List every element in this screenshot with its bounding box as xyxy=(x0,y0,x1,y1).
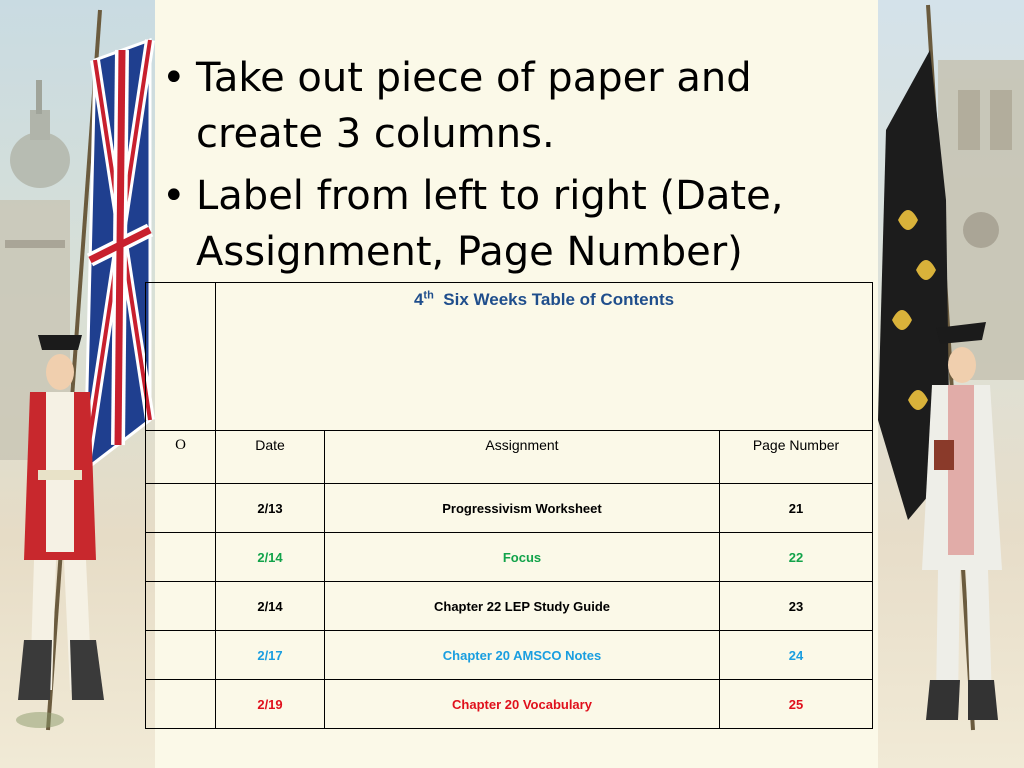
table-row xyxy=(146,582,873,631)
header-assignment: Assignment xyxy=(325,431,720,484)
row-blank-cell xyxy=(146,680,216,729)
table-row xyxy=(146,680,873,729)
row-page: 22 xyxy=(720,533,873,582)
table-header-row xyxy=(146,431,873,484)
row-assignment: Progressivism Worksheet xyxy=(325,484,720,533)
row-assignment: Focus xyxy=(325,533,720,582)
row-blank-cell xyxy=(146,484,216,533)
instruction-list xyxy=(162,50,862,286)
row-date: 2/14 xyxy=(216,582,325,631)
row-assignment: Chapter 20 AMSCO Notes xyxy=(325,631,720,680)
header-date: Date xyxy=(216,431,325,484)
row-date: 2/14 xyxy=(216,533,325,582)
row-page: 21 xyxy=(720,484,873,533)
instruction-item xyxy=(162,168,862,280)
row-date: 2/19 xyxy=(216,680,325,729)
title-text: Six Weeks Table of Contents xyxy=(443,289,675,309)
header-page-number: Page Number xyxy=(720,431,873,484)
british-soldier-illustration xyxy=(0,0,155,768)
row-page: 23 xyxy=(720,582,873,631)
row-assignment: Chapter 20 Vocabulary xyxy=(325,680,720,729)
row-blank-cell xyxy=(146,631,216,680)
table-title-row xyxy=(146,283,873,431)
row-blank-cell xyxy=(146,533,216,582)
row-page: 24 xyxy=(720,631,873,680)
blank-cell xyxy=(146,283,216,431)
french-soldier-illustration xyxy=(878,0,1024,768)
row-page: 25 xyxy=(720,680,873,729)
title-ordinal: th xyxy=(423,289,434,301)
table-row xyxy=(146,484,873,533)
bullet-icon: • xyxy=(162,173,186,219)
row-date: 2/17 xyxy=(216,631,325,680)
instruction-item xyxy=(162,50,862,162)
row-assignment: Chapter 22 LEP Study Guide xyxy=(325,582,720,631)
bullet-icon: • xyxy=(162,55,186,101)
table-title xyxy=(414,290,674,309)
row-blank-cell xyxy=(146,582,216,631)
header-col0: O xyxy=(146,431,216,484)
table-row xyxy=(146,631,873,680)
table-of-contents xyxy=(145,282,873,729)
title-number: 4 xyxy=(413,289,424,309)
instruction-text: Label from left to right (Date, Assignment, Page Number) xyxy=(196,173,784,275)
table-title-cell xyxy=(216,283,873,431)
instruction-text: Take out piece of paper and create 3 columns. xyxy=(196,55,752,157)
row-date: 2/13 xyxy=(216,484,325,533)
table-row xyxy=(146,533,873,582)
